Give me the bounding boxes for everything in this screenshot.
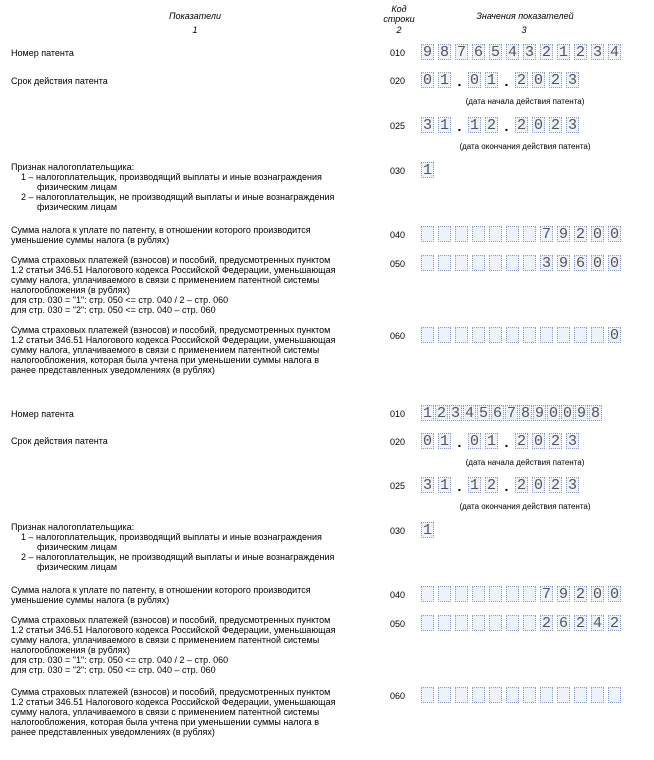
col2-number: 2: [396, 25, 402, 35]
digit-cell: 8: [439, 44, 449, 61]
label-060: [11, 325, 381, 375]
digit-cell: 2: [550, 433, 560, 450]
digit-cell: 6: [575, 255, 585, 272]
sign-option-2: 2 – налогоплательщик, не производящий выплаты и иные вознаграждения: [21, 192, 335, 202]
digit-cell: 0: [609, 586, 619, 603]
digit-cell: 0: [533, 433, 543, 450]
label-060-line5: ранее представленных уведомлениях (в рублях): [11, 365, 215, 375]
digit-cell: 2: [550, 72, 560, 89]
digit-cell: [438, 327, 451, 343]
caption-end-date: (дата окончания действия патента): [459, 502, 591, 511]
digit-cell: 2: [609, 615, 619, 632]
field-insurance-amount[interactable]: [421, 615, 625, 631]
digit-cell: 9: [558, 255, 568, 272]
col3-title: Значения показателей: [476, 11, 574, 21]
label-050: [11, 255, 381, 315]
digit-cell: 2: [486, 477, 496, 494]
digit-cell: 9: [576, 405, 586, 422]
code-040: 040: [390, 230, 406, 240]
digit-cell: 0: [592, 226, 602, 243]
digit-cell: 6: [558, 615, 568, 632]
digit-cell: 2: [541, 44, 551, 61]
date-separator: .: [504, 434, 509, 450]
digit-cell: 3: [567, 477, 577, 494]
digit-cell: [523, 255, 536, 271]
digit-cell: 0: [562, 405, 572, 422]
label-patent-number: Номер патента: [11, 48, 74, 58]
digit-cell: [455, 226, 468, 242]
label-patent-term: Срок действия патента: [11, 76, 108, 86]
digit-cell: 7: [506, 405, 516, 422]
col2-title-line1: Код: [391, 4, 407, 14]
digit-cell: 1: [486, 433, 496, 450]
digit-cell: 2: [550, 117, 560, 134]
code-060: 060: [390, 691, 406, 701]
digit-cell: 2: [516, 117, 526, 134]
digit-cell: [489, 327, 502, 343]
digit-cell: [438, 255, 451, 271]
digit-cell: [523, 226, 536, 242]
digit-cell: 2: [575, 586, 585, 603]
code-030: 030: [390, 166, 406, 176]
code-025: 025: [390, 121, 406, 131]
digit-cell: [455, 327, 468, 343]
field-tax-amount[interactable]: [421, 226, 625, 242]
digit-cell: [591, 687, 604, 703]
digit-cell: [574, 327, 587, 343]
label-050-line4: налогообложения (в рублях): [11, 285, 130, 295]
digit-cell: [455, 615, 468, 631]
code-040: 040: [390, 590, 406, 600]
digit-cell: [472, 226, 485, 242]
digit-cell: 4: [609, 44, 619, 61]
digit-cell: [523, 615, 536, 631]
label-050: [11, 615, 381, 675]
digit-cell: 2: [575, 44, 585, 61]
digit-cell: 9: [558, 226, 568, 243]
digit-cell: [540, 327, 553, 343]
digit-cell: 5: [490, 44, 500, 61]
digit-cell: [472, 615, 485, 631]
digit-cell: 0: [609, 255, 619, 272]
digit-cell: 1: [439, 433, 449, 450]
field-patent-number[interactable]: [421, 44, 625, 60]
date-separator: .: [504, 478, 509, 494]
label-taxpayer-sign: [11, 162, 381, 212]
digit-cell: [438, 615, 451, 631]
sign-option-1-cont: физическим лицам: [37, 542, 118, 552]
label-050-rule2: для стр. 030 = "2": стр. 050 <= стр. 040 – стр. 060: [11, 305, 216, 315]
label-040: [11, 585, 381, 605]
digit-cell: 2: [516, 477, 526, 494]
label-patent-number: Номер патента: [11, 409, 74, 419]
digit-cell: [557, 327, 570, 343]
digit-cell: 2: [516, 433, 526, 450]
code-020: 020: [390, 437, 406, 447]
digit-cell: [506, 615, 519, 631]
label-040-line2: уменьшение суммы налога (в рублях): [11, 595, 170, 605]
digit-cell: [472, 327, 485, 343]
field-previous-amount[interactable]: [421, 687, 625, 703]
digit-cell: [608, 687, 621, 703]
digit-cell: 0: [533, 72, 543, 89]
digit-cell: [574, 687, 587, 703]
digit-cell: [421, 615, 434, 631]
digit-cell: 6: [473, 44, 483, 61]
digit-cell: 0: [533, 477, 543, 494]
caption-end-date: (дата окончания действия патента): [459, 142, 591, 151]
code-060: 060: [390, 331, 406, 341]
label-060-line4: налогообложения, которая была учтена при уменьшении суммы налога в: [11, 355, 320, 365]
digit-cell: 1: [422, 162, 432, 179]
digit-cell: 1: [439, 117, 449, 134]
code-050: 050: [390, 259, 406, 269]
digit-cell: [523, 327, 536, 343]
date-separator: .: [457, 73, 462, 89]
label-040-line1: Сумма налога к уплате по патенту, в отношении которого производится: [11, 225, 311, 235]
date-separator: .: [457, 118, 462, 134]
digit-cell: 3: [567, 72, 577, 89]
digit-cell: 2: [436, 405, 446, 422]
date-separator: .: [504, 118, 509, 134]
label-060-line2: 1.2 статьи 346.51 Налогового кодекса Российской Федерации, уменьшающая: [11, 697, 336, 707]
digit-cell: [438, 687, 451, 703]
digit-cell: 3: [422, 117, 432, 134]
field-taxpayer-sign[interactable]: [421, 162, 438, 178]
digit-cell: 5: [478, 405, 488, 422]
digit-cell: 8: [520, 405, 530, 422]
digit-cell: [523, 687, 536, 703]
digit-cell: 0: [609, 327, 619, 344]
sign-option-2: 2 – налогоплательщик, не производящий выплаты и иные вознаграждения: [21, 552, 335, 562]
col2-title-line2: строки: [383, 14, 415, 24]
label-060-line2: 1.2 статьи 346.51 Налогового кодекса Российской Федерации, уменьшающая: [11, 335, 336, 345]
digit-cell: 2: [486, 117, 496, 134]
date-separator: .: [457, 434, 462, 450]
digit-cell: 3: [524, 44, 534, 61]
digit-cell: [472, 586, 485, 602]
digit-cell: [506, 226, 519, 242]
digit-cell: 2: [550, 477, 560, 494]
col1-number: 1: [192, 25, 198, 35]
digit-cell: [506, 255, 519, 271]
digit-cell: 0: [609, 226, 619, 243]
field-insurance-amount[interactable]: [421, 255, 625, 271]
digit-cell: 3: [567, 433, 577, 450]
code-010: 010: [390, 48, 406, 58]
digit-cell: 0: [592, 255, 602, 272]
sign-option-1: 1 – налогоплательщик, производящий выплаты и иные вознаграждения: [21, 532, 322, 542]
digit-cell: [421, 226, 434, 242]
field-end-date[interactable]: [421, 117, 583, 133]
code-025: 025: [390, 481, 406, 491]
digit-cell: 4: [464, 405, 474, 422]
digit-cell: [455, 586, 468, 602]
label-patent-term: Срок действия патента: [11, 436, 108, 446]
label-060-line1: Сумма страховых платежей (взносов) и пособий, предусмотренных пунктом: [11, 325, 331, 335]
digit-cell: [506, 327, 519, 343]
digit-cell: 8: [590, 405, 600, 422]
digit-cell: 1: [469, 117, 479, 134]
label-050-line1: Сумма страховых платежей (взносов) и пособий, предусмотренных пунктом: [11, 255, 331, 265]
digit-cell: 7: [541, 226, 551, 243]
sign-title: Признак налогоплательщика:: [11, 522, 135, 532]
label-060-line3: сумму налога, уплачиваемого в связи с применением патентной системы: [11, 345, 320, 355]
label-060-line3: сумму налога, уплачиваемого в связи с применением патентной системы: [11, 707, 320, 717]
sign-option-1: 1 – налогоплательщик, производящий выплаты и иные вознаграждения: [21, 172, 322, 182]
code-020: 020: [390, 76, 406, 86]
caption-start-date: (дата начала действия патента): [465, 97, 585, 106]
digit-cell: 0: [533, 117, 543, 134]
digit-cell: [421, 586, 434, 602]
sign-option-2-cont: физическим лицам: [37, 202, 118, 212]
digit-cell: 0: [422, 433, 432, 450]
label-050-line3: сумму налога, уплачиваемого в связи с применением патентной системы: [11, 635, 320, 645]
digit-cell: [438, 226, 451, 242]
digit-cell: [438, 586, 451, 602]
digit-cell: 3: [450, 405, 460, 422]
field-previous-amount[interactable]: [421, 327, 625, 343]
digit-cell: 4: [507, 44, 517, 61]
field-start-date[interactable]: [421, 433, 583, 449]
label-040: [11, 225, 381, 245]
digit-cell: [523, 586, 536, 602]
caption-start-date: (дата начала действия патента): [465, 458, 585, 467]
digit-cell: 3: [422, 477, 432, 494]
digit-cell: 0: [548, 405, 558, 422]
label-060-line4: налогообложения, которая была учтена при уменьшении суммы налога в: [11, 717, 320, 727]
digit-cell: [489, 226, 502, 242]
digit-cell: [489, 687, 502, 703]
label-050-line1: Сумма страховых платежей (взносов) и пособий, предусмотренных пунктом: [11, 615, 331, 625]
digit-cell: [455, 255, 468, 271]
label-050-rule2: для стр. 030 = "2": стр. 050 <= стр. 040 – стр. 060: [11, 665, 216, 675]
field-taxpayer-sign[interactable]: [421, 522, 438, 538]
digit-cell: 2: [575, 226, 585, 243]
digit-cell: [421, 687, 434, 703]
digit-cell: 3: [592, 44, 602, 61]
digit-cell: 1: [422, 405, 432, 422]
digit-cell: 1: [486, 72, 496, 89]
label-050-line2: 1.2 статьи 346.51 Налогового кодекса Российской Федерации, уменьшающая: [11, 265, 336, 275]
digit-cell: 1: [439, 477, 449, 494]
digit-cell: 1: [422, 522, 432, 539]
digit-cell: [421, 255, 434, 271]
digit-cell: 0: [469, 72, 479, 89]
digit-cell: 9: [558, 586, 568, 603]
digit-cell: 9: [422, 44, 432, 61]
code-030: 030: [390, 526, 406, 536]
sign-option-2-cont: физическим лицам: [37, 562, 118, 572]
label-050-rule1: для стр. 030 = "1": стр. 050 <= стр. 040 / 2 – стр. 060: [11, 655, 229, 665]
digit-cell: [421, 327, 434, 343]
sign-option-1-cont: физическим лицам: [37, 182, 118, 192]
digit-cell: [489, 255, 502, 271]
label-060-line5: ранее представленных уведомлениях (в рублях): [11, 727, 215, 737]
label-050-line4: налогообложения (в рублях): [11, 645, 130, 655]
digit-cell: 2: [541, 615, 551, 632]
digit-cell: [506, 687, 519, 703]
field-end-date[interactable]: [421, 477, 583, 493]
label-060-line1: Сумма страховых платежей (взносов) и пособий, предусмотренных пунктом: [11, 687, 331, 697]
digit-cell: 4: [592, 615, 602, 632]
label-040-line1: Сумма налога к уплате по патенту, в отношении которого производится: [11, 585, 311, 595]
code-010: 010: [390, 409, 406, 419]
label-050-line2: 1.2 статьи 346.51 Налогового кодекса Российской Федерации, уменьшающая: [11, 625, 336, 635]
col3-number: 3: [521, 25, 527, 35]
field-tax-amount[interactable]: [421, 586, 625, 602]
digit-cell: 0: [592, 586, 602, 603]
field-patent-number[interactable]: [421, 405, 603, 421]
digit-cell: 0: [469, 433, 479, 450]
digit-cell: [591, 327, 604, 343]
digit-cell: 2: [516, 72, 526, 89]
label-060: [11, 687, 381, 737]
label-050-rule1: для стр. 030 = "1": стр. 050 <= стр. 040 / 2 – стр. 060: [11, 295, 229, 305]
digit-cell: [557, 687, 570, 703]
digit-cell: 0: [422, 72, 432, 89]
digit-cell: [472, 687, 485, 703]
sign-title: Признак налогоплательщика:: [11, 162, 135, 172]
digit-cell: 6: [492, 405, 502, 422]
digit-cell: 1: [439, 72, 449, 89]
date-separator: .: [457, 478, 462, 494]
digit-cell: 7: [541, 586, 551, 603]
date-separator: .: [504, 73, 509, 89]
code-050: 050: [390, 619, 406, 629]
col1-title: Показатели: [169, 11, 221, 21]
digit-cell: 2: [575, 615, 585, 632]
digit-cell: [506, 586, 519, 602]
label-taxpayer-sign: [11, 522, 381, 572]
label-050-line3: сумму налога, уплачиваемого в связи с применением патентной системы: [11, 275, 320, 285]
digit-cell: [455, 687, 468, 703]
digit-cell: 1: [469, 477, 479, 494]
digit-cell: 3: [567, 117, 577, 134]
digit-cell: [540, 687, 553, 703]
field-start-date[interactable]: [421, 72, 583, 88]
digit-cell: 1: [558, 44, 568, 61]
digit-cell: [472, 255, 485, 271]
digit-cell: [489, 586, 502, 602]
label-040-line2: уменьшение суммы налога (в рублях): [11, 235, 170, 245]
digit-cell: 7: [456, 44, 466, 61]
digit-cell: [489, 615, 502, 631]
digit-cell: 3: [541, 255, 551, 272]
digit-cell: 9: [534, 405, 544, 422]
